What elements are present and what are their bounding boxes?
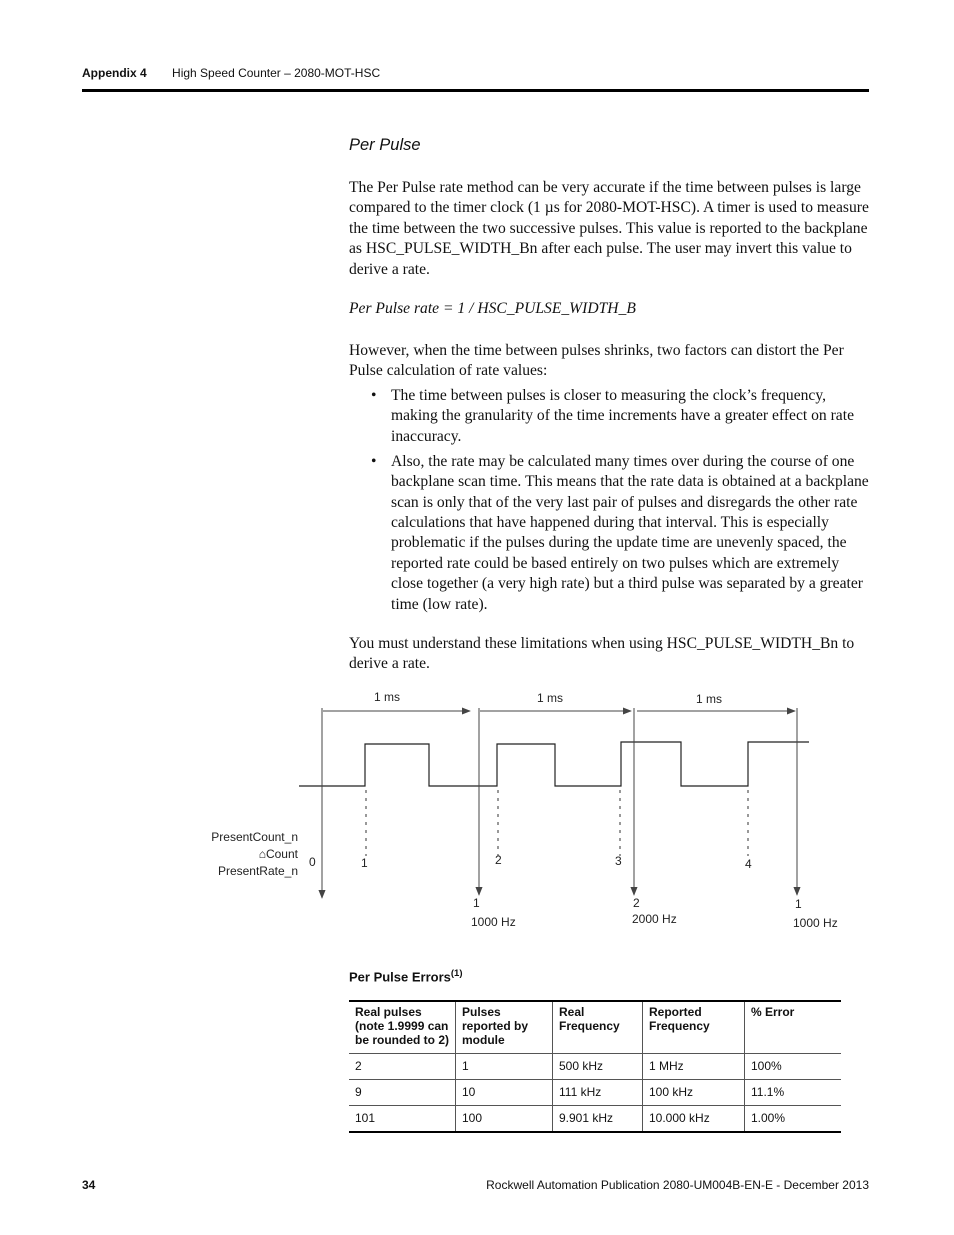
table-cell: 1.00% bbox=[745, 1106, 842, 1133]
count-label: 0 bbox=[309, 855, 316, 869]
table-cell: 111 kHz bbox=[553, 1080, 643, 1106]
count-label: 2 bbox=[495, 853, 502, 867]
table-cell: 10.000 kHz bbox=[643, 1106, 745, 1133]
rate-count-label: 2 bbox=[633, 896, 640, 910]
list-item-text: Also, the rate may be calculated many times over during the course of one backplane scan time. This means that the rate data is obtained at a backplane scan is only that of the very last pair of pulses and disregards the other rate calculations that have happened during that interval. This is especially problematic if the pulses during the update time are unevenly spaced, the reported rate could be based entirely on two pulses which are extremely close together (a very high rate) but a third pulse was separated by a greater time (low rate). bbox=[391, 452, 869, 613]
count-label: 3 bbox=[615, 854, 622, 868]
table-cell: 11.1% bbox=[745, 1080, 842, 1106]
column-header: Real Frequency bbox=[553, 1001, 643, 1054]
table-cell: 500 kHz bbox=[553, 1054, 643, 1080]
list-item bbox=[349, 452, 869, 615]
table-caption-text: Per Pulse Errors bbox=[349, 969, 451, 985]
table-cell: 101 bbox=[349, 1106, 456, 1133]
header-title: High Speed Counter – 2080-MOT-HSC bbox=[172, 66, 381, 80]
table-cell: 9.901 kHz bbox=[553, 1106, 643, 1133]
rate-count-label: 1 bbox=[795, 897, 802, 911]
table-cell: 100 kHz bbox=[643, 1080, 745, 1106]
rate-value-label: 2000 Hz bbox=[632, 912, 677, 926]
table-cell: 100 bbox=[456, 1106, 553, 1133]
header-rule bbox=[82, 89, 869, 92]
pulse-waveform bbox=[299, 742, 809, 786]
column-header: % Error bbox=[745, 1001, 842, 1054]
rate-formula: Per Pulse rate = 1 / HSC_PULSE_WIDTH_B bbox=[349, 300, 636, 317]
count-label: 4 bbox=[745, 857, 752, 871]
column-header: Real pulses (note 1.9999 can be rounded to 2) bbox=[349, 1001, 456, 1054]
bullet-icon: • bbox=[371, 387, 377, 404]
pulse-timing-diagram bbox=[0, 680, 954, 950]
table-row bbox=[349, 1054, 841, 1080]
table-cell: 2 bbox=[349, 1054, 456, 1080]
table-cell: 1 bbox=[456, 1054, 553, 1080]
page-number: 34 bbox=[82, 1178, 96, 1192]
signal-label: ⌂Count bbox=[258, 847, 298, 861]
table-cell: 1 MHz bbox=[643, 1054, 745, 1080]
rate-value-label: 1000 Hz bbox=[471, 915, 516, 929]
section-title: Per Pulse bbox=[349, 136, 421, 154]
table-cell: 9 bbox=[349, 1080, 456, 1106]
publication-info: Rockwell Automation Publication 2080-UM004B-EN-E - December 2013 bbox=[486, 1178, 869, 1192]
table-row bbox=[349, 1106, 841, 1133]
interval-label: 1 ms bbox=[536, 691, 564, 705]
count-label: 1 bbox=[361, 856, 368, 870]
bullet-icon: • bbox=[371, 452, 377, 470]
list-item-text: The time between pulses is closer to measuring the clock’s frequency, making the granularity of the time increments have a greater effect on rate inaccuracy. bbox=[391, 387, 854, 445]
column-header: Pulses reported by module bbox=[456, 1001, 553, 1054]
table-header-row bbox=[349, 1001, 841, 1054]
intro-paragraph: The Per Pulse rate method can be very accurate if the time between pulses is large compared to the timer clock (1 µs for 2080-MOT-HSC). A timer is used to measure the time between the two successive pulses. This value is reported to the backplane as HSC_PULSE_WIDTH_Bn after each pulse. The user may invert this value to derive a rate. bbox=[349, 179, 869, 278]
rate-count-label: 1 bbox=[473, 896, 480, 910]
factors-paragraph: However, when the time between pulses shrinks, two factors can distort the Per Pulse calculation of rate values: bbox=[349, 342, 844, 380]
table-caption bbox=[349, 968, 463, 984]
table-cell: 100% bbox=[745, 1054, 842, 1080]
interval-label: 1 ms bbox=[373, 690, 401, 704]
appendix-label: Appendix 4 bbox=[82, 66, 147, 80]
list-item bbox=[349, 386, 869, 447]
table-cell: 10 bbox=[456, 1080, 553, 1106]
footnote-marker: (1) bbox=[450, 968, 463, 979]
signal-label: PresentCount_n bbox=[211, 830, 298, 844]
factors-list bbox=[349, 386, 869, 620]
page-header bbox=[82, 66, 380, 80]
interval-label: 1 ms bbox=[695, 692, 723, 706]
signal-label: PresentRate_n bbox=[217, 864, 298, 878]
table-row bbox=[349, 1080, 841, 1106]
rate-value-label: 1000 Hz bbox=[793, 916, 838, 930]
column-header: Reported Frequency bbox=[643, 1001, 745, 1054]
per-pulse-errors-table bbox=[349, 1000, 841, 1133]
limitations-paragraph: You must understand these limitations when using HSC_PULSE_WIDTH_Bn to derive a rate. bbox=[349, 635, 855, 673]
